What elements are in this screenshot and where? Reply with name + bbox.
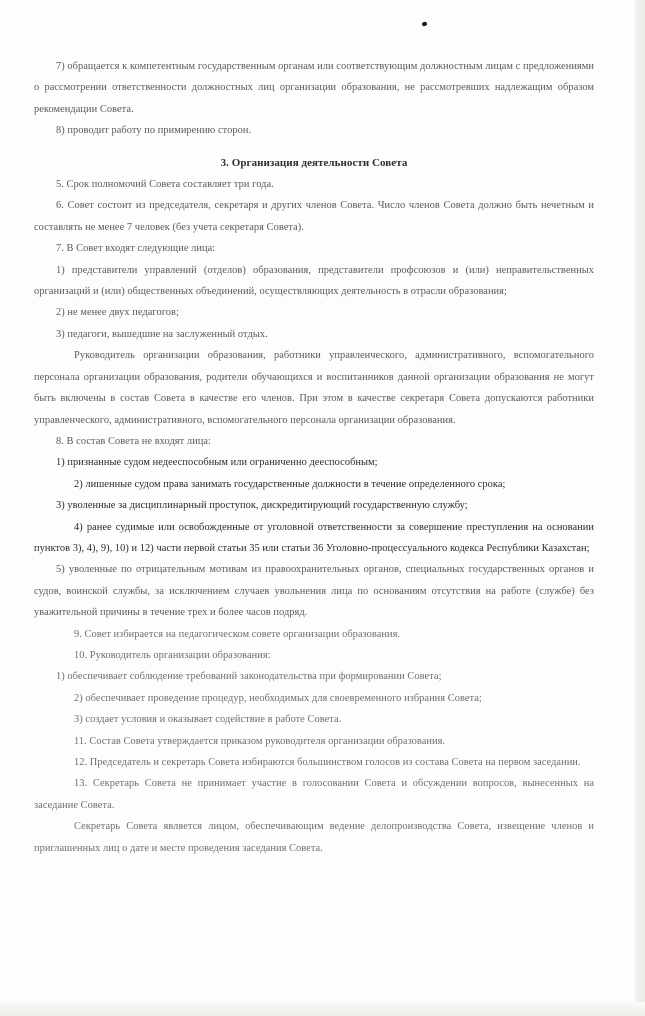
paragraph-13-secretary-voting: 13. Секретарь Совета не принимает участие в голосовании Совета и обсуждении вопросов, вынесенных на заседание Совета. (34, 778, 594, 811)
paragraph-7-exclusion-note: Руководитель организации образования, работники управленческого, административного, вспомогательного персонала организации образования, родители обучающихся и воспитанников данной организации образования не могут быть включены в состав Совета в качестве его членов. При этом в качестве секретаря Совета допускаются работники управленческого, административного, вспомогательного персонала организации образования. (34, 350, 594, 426)
paragraph-11-approval: 11. Состав Совета утверждается приказом руководителя организации образования. (74, 735, 446, 747)
paragraph-10-director-intro: 10. Руководитель организации образования: (74, 649, 271, 661)
paragraph-8-3-dismissed: 3) уволенные за дисциплинарный проступок, дискредитирующий государственную службу; (56, 500, 468, 512)
paragraph-8-5-negative-dismissal: 5) уволенные по отрицательным мотивам из правоохранительных органов, специальных государственных органов и судов, воинской службы, за исключением случаев увольнения лица по основаниям отсутствия на работе (службе) без уважительной причины в течение трех и более часов подряд. (34, 564, 594, 619)
paragraph-6-composition: 6. Совет состоит из председателя, секретаря и других членов Совета. Число членов Совета должно быть нечетным и составлять не менее 7 человек (без учета секретаря Совета). (34, 200, 594, 233)
paragraph-10-3-conditions: 3) создает условия и оказывает содействие в работе Совета. (74, 714, 342, 726)
paragraph-8-2-deprived-rights: 2) лишенные судом права занимать государственные должности в течение определенного срока; (74, 478, 506, 490)
paragraph-8-1-incapacitated: 1) признанные судом недееспособным или ограниченно дееспособным; (56, 457, 378, 469)
paragraph-7-3-retired-teachers: 3) педагоги, вышедшие на заслуженный отдых. (56, 328, 268, 340)
scan-speck-mark (421, 21, 427, 26)
paragraph-10-2-procedures: 2) обеспечивает проведение процедур, необходимых для своевременного избрания Совета; (74, 692, 482, 704)
paragraph-7-1-representatives: 1) представители управлений (отделов) образования, представители профсоюзов и (или) неправительственных организаций и (или) общественных объединений, осуществляющих деятельность в отрасли образования; (34, 264, 594, 298)
document-body (34, 56, 594, 859)
paragraph-8-4-convicted: 4) ранее судимые или освобожденные от уголовной ответственности за совершение преступления на основании пунктов 3), 4), 9), 10) и 12) части первой статьи 35 или статьи 36 Уголовно-процессуального кодекса Республики Казахстан; (34, 521, 594, 554)
paragraph-7-members-intro: 7. В Совет входят следующие лица: (56, 243, 216, 255)
paragraph-item-8-reconciliation: 8) проводит работу по примирению сторон. (56, 125, 252, 137)
paragraph-item-7-appeals: 7) обращается к компетентным государственным органам или соответствующим должностным лицам с предложениями о рассмотрении ответственности должностных лиц организации образования, не рассмотревших надлежащим образом рекомендации Совета. (34, 61, 594, 115)
paragraph-12-chair-secretary: 12. Председатель и секретарь Совета избираются большинством голосов из состава Совета на первом заседании. (74, 757, 581, 768)
paragraph-13-secretary-duties: Секретарь Совета является лицом, обеспечивающим ведение делопроизводства Совета, извещение членов и приглашенных лиц о дате и месте проведения заседания Совета. (34, 821, 594, 854)
paragraph-10-1-compliance: 1) обеспечивает соблюдение требований законодательства при формировании Совета; (56, 671, 442, 683)
paragraph-9-election: 9. Совет избирается на педагогическом совете организации образования. (74, 628, 401, 640)
paragraph-7-2-teachers: 2) не менее двух педагогов; (56, 307, 179, 319)
section-heading-council-organization: 3. Организация деятельности Совета (220, 156, 408, 169)
paragraph-8-not-included-intro: 8. В состав Совета не входят лица: (56, 435, 211, 447)
scan-shadow-right (635, 0, 645, 1016)
scan-shadow-bottom (0, 1002, 645, 1016)
paragraph-5-term: 5. Срок полномочий Совета составляет три года. (56, 179, 274, 191)
